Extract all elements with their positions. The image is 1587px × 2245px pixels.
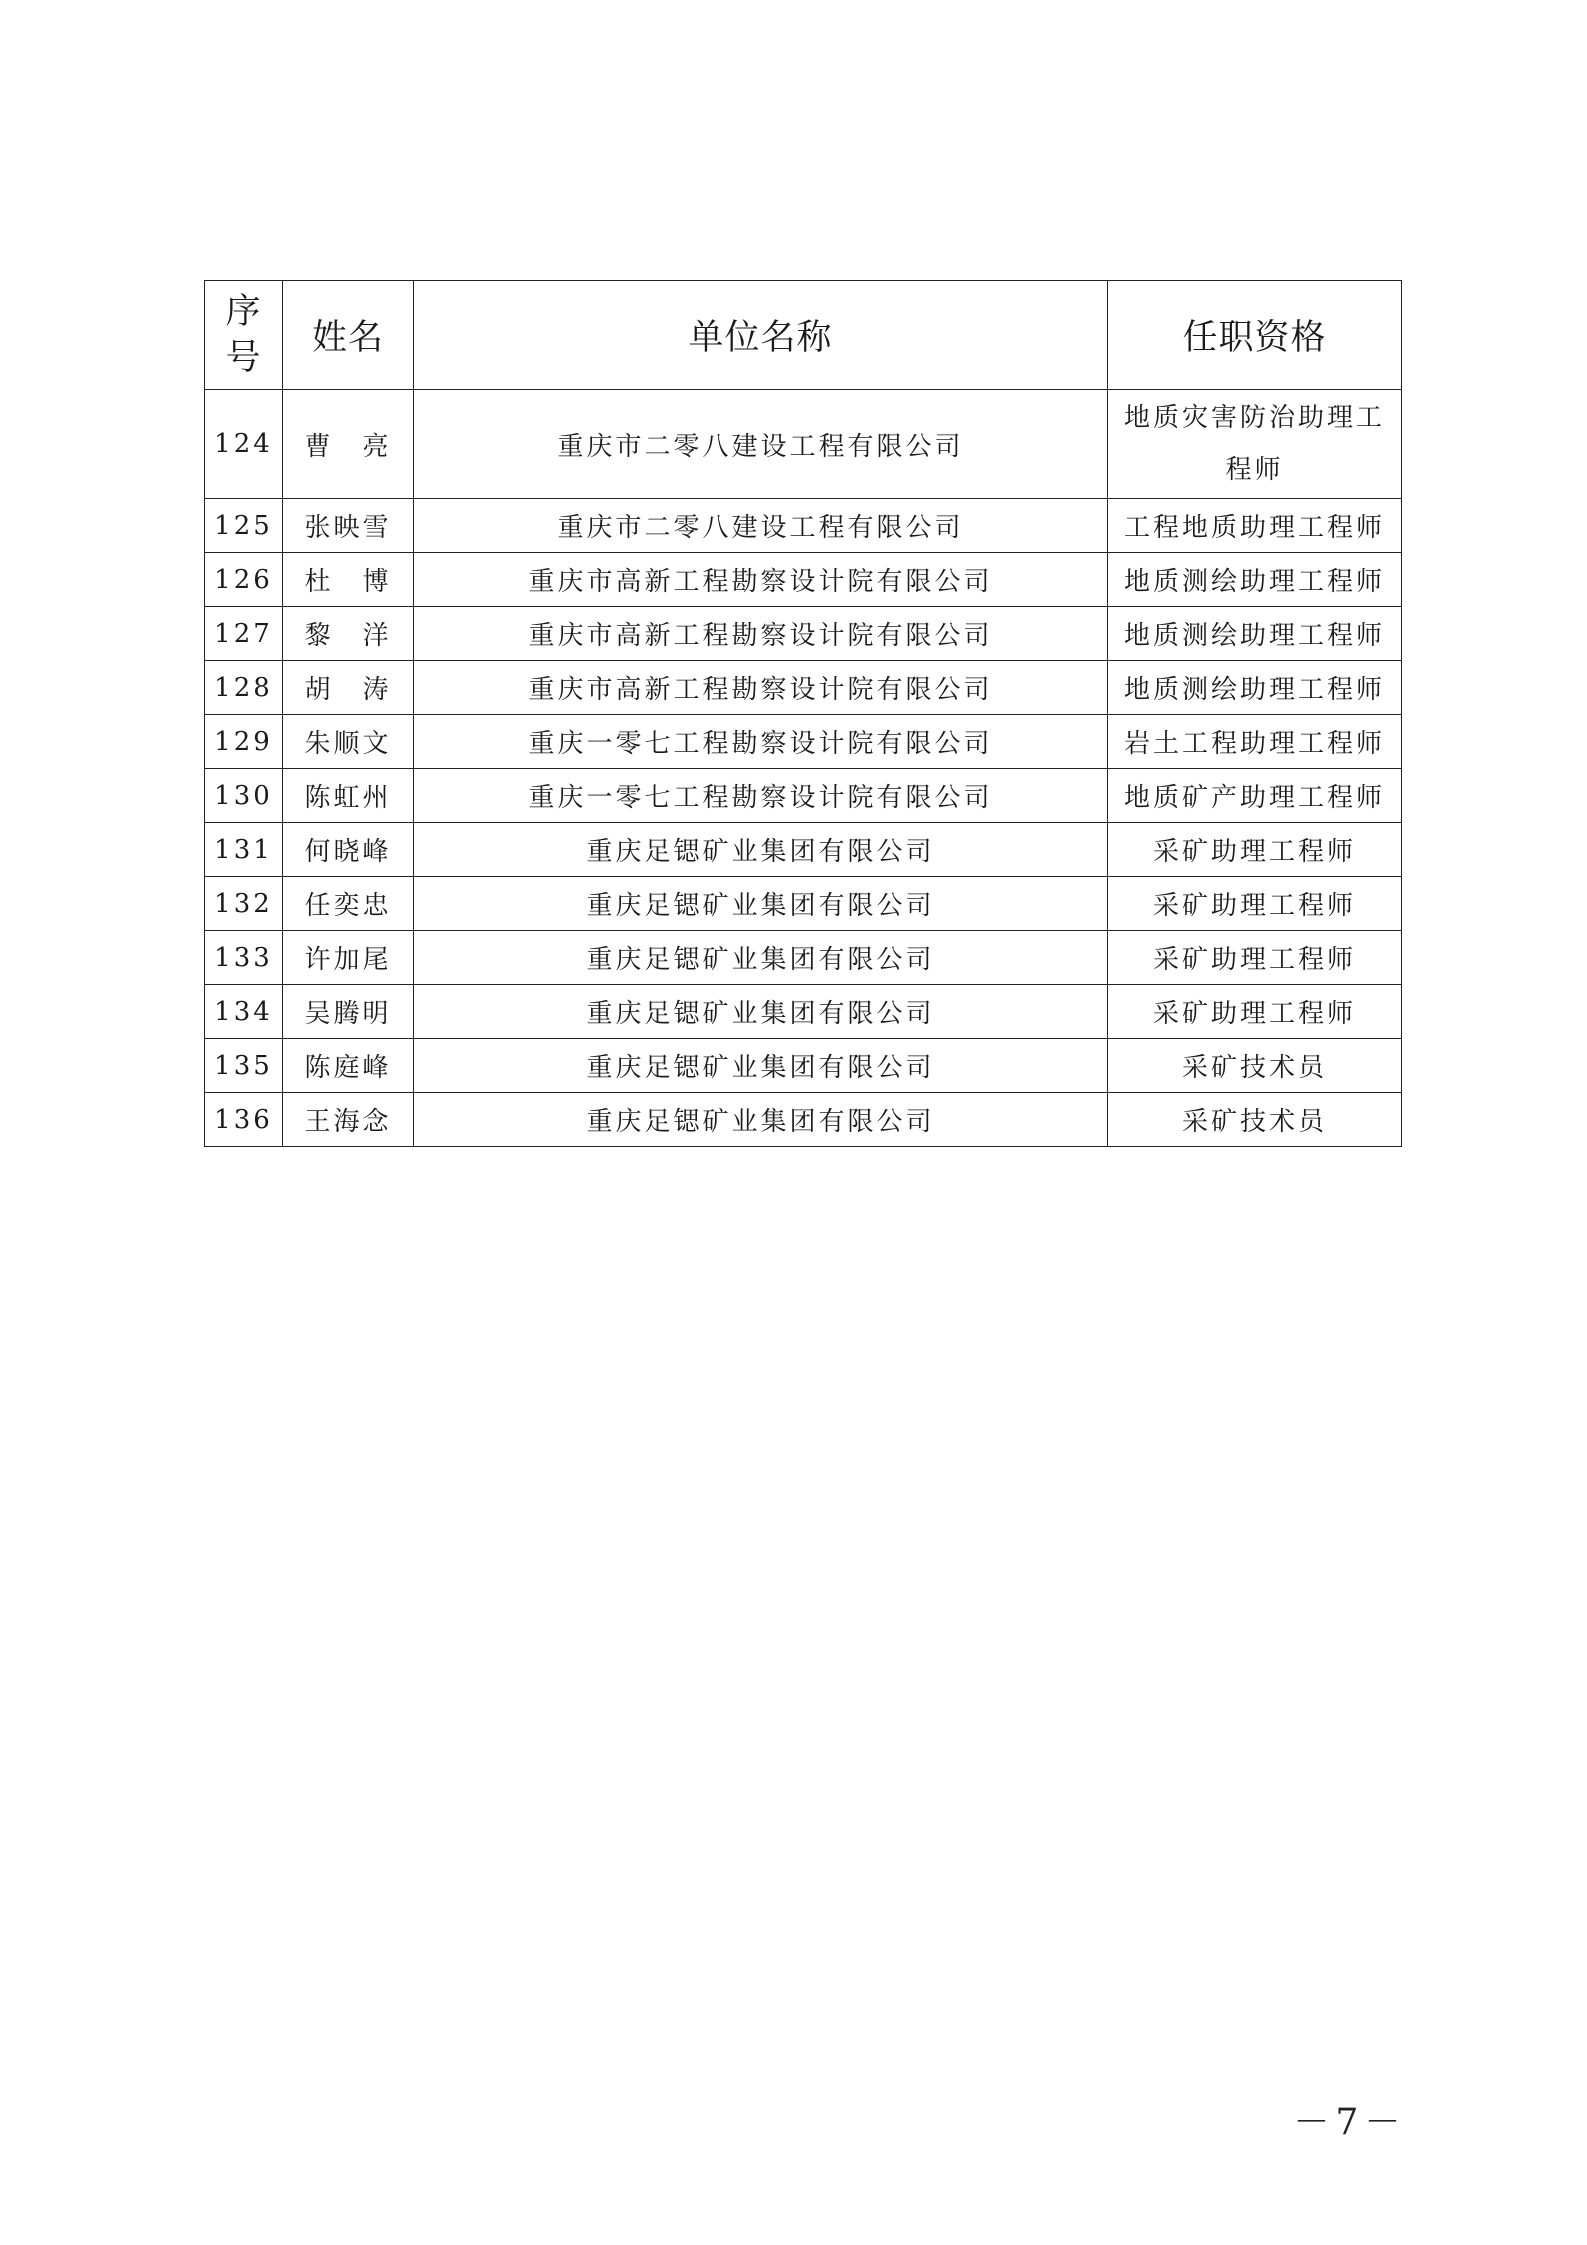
row-number: 136	[205, 1093, 283, 1147]
row-name: 任奕忠	[283, 877, 414, 931]
row-qualification: 采矿助理工程师	[1108, 985, 1402, 1039]
table-header-row	[205, 281, 1402, 390]
header-name: 姓名	[283, 281, 414, 390]
row-qualification: 采矿技术员	[1108, 1039, 1402, 1093]
table-row	[205, 715, 1402, 769]
table-row	[205, 499, 1402, 553]
row-number: 126	[205, 553, 283, 607]
header-serial-number-label: 序号	[225, 292, 262, 378]
row-qualification: 地质测绘助理工程师	[1108, 661, 1402, 715]
row-number: 132	[205, 877, 283, 931]
row-number: 130	[205, 769, 283, 823]
row-name: 杜 博	[283, 553, 414, 607]
page-number: －7－	[1293, 2102, 1407, 2143]
row-number: 133	[205, 931, 283, 985]
table-row	[205, 1093, 1402, 1147]
row-name: 吴腾明	[283, 985, 414, 1039]
row-name: 张映雪	[283, 499, 414, 553]
table-row	[205, 553, 1402, 607]
row-qualification: 地质测绘助理工程师	[1108, 553, 1402, 607]
row-number: 129	[205, 715, 283, 769]
row-name: 陈庭峰	[283, 1039, 414, 1093]
table-row	[205, 769, 1402, 823]
row-qualification: 地质测绘助理工程师	[1108, 607, 1402, 661]
table-row	[205, 823, 1402, 877]
row-number: 134	[205, 985, 283, 1039]
table-row	[205, 661, 1402, 715]
row-qualification: 地质矿产助理工程师	[1108, 769, 1402, 823]
row-number: 124	[205, 390, 283, 499]
row-unit: 重庆市高新工程勘察设计院有限公司	[414, 553, 1108, 607]
header-qualification: 任职资格	[1108, 281, 1402, 390]
row-unit: 重庆市高新工程勘察设计院有限公司	[414, 607, 1108, 661]
row-number: 125	[205, 499, 283, 553]
header-serial-number	[205, 281, 283, 390]
row-number: 127	[205, 607, 283, 661]
header-unit: 单位名称	[414, 281, 1108, 390]
table-row	[205, 931, 1402, 985]
table-row	[205, 1039, 1402, 1093]
row-unit: 重庆足锶矿业集团有限公司	[414, 823, 1108, 877]
row-unit: 重庆足锶矿业集团有限公司	[414, 931, 1108, 985]
row-unit: 重庆市高新工程勘察设计院有限公司	[414, 661, 1108, 715]
row-qualification: 采矿助理工程师	[1108, 823, 1402, 877]
row-unit: 重庆足锶矿业集团有限公司	[414, 1039, 1108, 1093]
row-number: 128	[205, 661, 283, 715]
row-qualification: 地质灾害防治助理工程师	[1108, 390, 1402, 499]
table-row	[205, 390, 1402, 499]
row-name: 曹 亮	[283, 390, 414, 499]
row-unit: 重庆市二零八建设工程有限公司	[414, 499, 1108, 553]
row-number: 131	[205, 823, 283, 877]
row-number: 135	[205, 1039, 283, 1093]
row-name: 许加尾	[283, 931, 414, 985]
row-qualification: 采矿助理工程师	[1108, 931, 1402, 985]
row-name: 朱顺文	[283, 715, 414, 769]
row-name: 黎 洋	[283, 607, 414, 661]
row-qualification: 采矿技术员	[1108, 1093, 1402, 1147]
row-name: 王海念	[283, 1093, 414, 1147]
row-unit: 重庆足锶矿业集团有限公司	[414, 877, 1108, 931]
row-unit: 重庆市二零八建设工程有限公司	[414, 390, 1108, 499]
row-unit: 重庆一零七工程勘察设计院有限公司	[414, 769, 1108, 823]
row-unit: 重庆一零七工程勘察设计院有限公司	[414, 715, 1108, 769]
table-row	[205, 607, 1402, 661]
row-qualification: 采矿助理工程师	[1108, 877, 1402, 931]
row-name: 何晓峰	[283, 823, 414, 877]
row-unit: 重庆足锶矿业集团有限公司	[414, 985, 1108, 1039]
table-row	[205, 985, 1402, 1039]
row-unit: 重庆足锶矿业集团有限公司	[414, 1093, 1108, 1147]
table-row	[205, 877, 1402, 931]
row-name: 陈虹州	[283, 769, 414, 823]
row-qualification: 工程地质助理工程师	[1108, 499, 1402, 553]
row-name: 胡 涛	[283, 661, 414, 715]
row-qualification: 岩土工程助理工程师	[1108, 715, 1402, 769]
qualification-table	[204, 280, 1402, 1147]
